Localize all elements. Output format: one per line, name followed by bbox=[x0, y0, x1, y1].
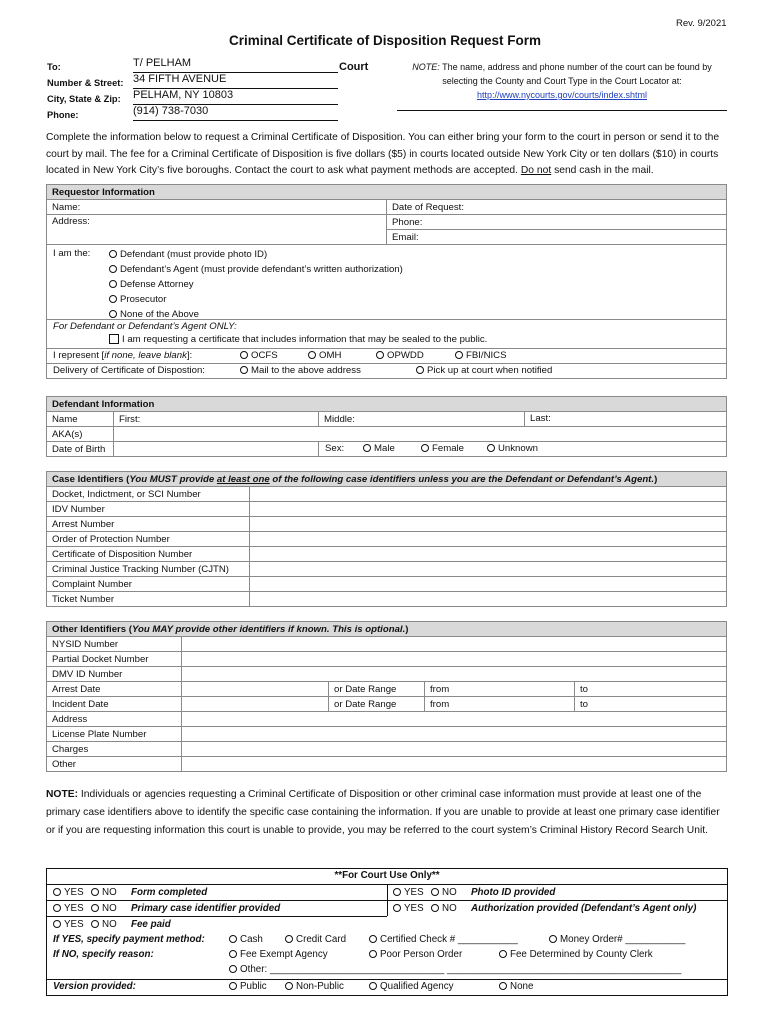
case-id-cjtn: Criminal Justice Tracking Number (CJTN) bbox=[47, 562, 250, 577]
delivery-pickup[interactable]: Pick up at court when notified bbox=[416, 365, 552, 376]
primary-id-no[interactable]: NO bbox=[91, 903, 117, 914]
form-completed-label: Form completed bbox=[131, 887, 208, 898]
radio-icon[interactable] bbox=[229, 935, 237, 943]
case-id-docket: Docket, Indictment, or SCI Number bbox=[47, 487, 250, 502]
other-dmv-field[interactable] bbox=[182, 667, 727, 682]
note-paragraph bbox=[46, 786, 730, 841]
radio-icon[interactable] bbox=[376, 351, 384, 359]
requestor-table bbox=[46, 184, 727, 379]
radio-icon[interactable] bbox=[285, 935, 293, 943]
agent-only-label: For Defendant or Defendant’s Agent ONLY: bbox=[53, 321, 237, 332]
court-locator-note bbox=[397, 60, 727, 111]
intro-donot: Do not bbox=[520, 165, 552, 176]
other-nysid-field[interactable] bbox=[182, 637, 727, 652]
case-id-certificate-field[interactable] bbox=[250, 547, 727, 562]
pay-method-label: If YES, specify payment method: bbox=[53, 934, 205, 945]
arrest-from-field[interactable]: from bbox=[425, 682, 575, 697]
radio-icon[interactable] bbox=[393, 904, 401, 912]
sex-male[interactable]: Male bbox=[363, 443, 395, 454]
case-id-arrest: Arrest Number bbox=[47, 517, 250, 532]
version-public[interactable]: Public bbox=[229, 981, 267, 992]
radio-icon[interactable] bbox=[91, 888, 99, 896]
fee-paid-no[interactable]: NO bbox=[91, 919, 117, 930]
radio-icon[interactable] bbox=[91, 920, 99, 928]
fee-paid-yes[interactable]: YES bbox=[53, 919, 84, 930]
incident-from-field[interactable]: from bbox=[425, 697, 575, 712]
iam-option-prosecutor[interactable]: Prosecutor bbox=[109, 292, 403, 307]
case-id-arrest-field[interactable] bbox=[250, 517, 727, 532]
arrest-range-label: or Date Range bbox=[329, 682, 425, 697]
other-ids-header: Other Identifiers (You MAY provide other identifiers if known. This is optional.) bbox=[47, 622, 727, 637]
def-sex-cell bbox=[319, 442, 727, 457]
iam-option-agent[interactable]: Defendant’s Agent (must provide defendant’s written authorization) bbox=[109, 262, 403, 277]
radio-icon[interactable] bbox=[53, 920, 61, 928]
court-label: Court bbox=[339, 61, 369, 73]
radio-icon[interactable] bbox=[229, 965, 237, 973]
reason-poor-person[interactable]: Poor Person Order bbox=[369, 949, 462, 960]
court-locator-link[interactable]: http://www.nycourts.gov/courts/index.shtml bbox=[476, 90, 648, 100]
iam-option-defense-attorney[interactable]: Defense Attorney bbox=[109, 277, 403, 292]
defendant-table bbox=[46, 396, 727, 457]
radio-icon[interactable] bbox=[369, 950, 377, 958]
court-use-box bbox=[46, 868, 728, 996]
requestor-header: Requestor Information bbox=[47, 185, 727, 200]
radio-icon[interactable] bbox=[109, 295, 117, 303]
represent-fbi[interactable]: FBI/NICS bbox=[455, 350, 507, 361]
primary-id-label: Primary case identifier provided bbox=[131, 903, 281, 914]
radio-icon[interactable] bbox=[240, 351, 248, 359]
other-identifiers-table bbox=[46, 621, 727, 772]
street-field[interactable]: 34 FIFTH AVENUE bbox=[133, 73, 338, 89]
radio-icon[interactable] bbox=[91, 904, 99, 912]
form-completed-no[interactable]: NO bbox=[91, 887, 117, 898]
radio-icon[interactable] bbox=[363, 444, 371, 452]
intro-paragraph bbox=[46, 130, 736, 180]
represent-opwdd[interactable]: OPWDD bbox=[376, 350, 424, 361]
def-last-field[interactable] bbox=[525, 412, 727, 427]
checkbox-icon[interactable] bbox=[109, 334, 119, 344]
label-city: City, State & Zip: bbox=[47, 94, 121, 104]
phone-field[interactable]: (914) 738-7030 bbox=[133, 105, 338, 121]
delivery-label: Delivery of Certificate of Dispostion: bbox=[53, 365, 205, 376]
represent-label: I represent [if none, leave blank]: bbox=[53, 350, 193, 361]
radio-icon[interactable] bbox=[416, 366, 424, 374]
form-title: Criminal Certificate of Disposition Request Form bbox=[228, 33, 542, 48]
radio-icon[interactable] bbox=[455, 351, 463, 359]
radio-icon[interactable] bbox=[285, 982, 293, 990]
def-first-field[interactable]: First: bbox=[114, 412, 319, 427]
version-non-public[interactable]: Non-Public bbox=[285, 981, 344, 992]
case-id-certificate: Certificate of Disposition Number bbox=[47, 547, 250, 562]
radio-icon[interactable] bbox=[229, 982, 237, 990]
arrest-date-field[interactable] bbox=[182, 682, 329, 697]
iam-option-none[interactable]: None of the Above bbox=[109, 307, 403, 320]
radio-icon[interactable] bbox=[109, 280, 117, 288]
represent-cell bbox=[47, 349, 727, 364]
radio-icon[interactable] bbox=[109, 265, 117, 273]
case-id-docket-field[interactable] bbox=[250, 487, 727, 502]
primary-id-yes[interactable]: YES bbox=[53, 903, 84, 914]
radio-icon[interactable] bbox=[499, 950, 507, 958]
case-id-complaint: Complaint Number bbox=[47, 577, 250, 592]
case-ids-header: Case Identifiers (You MUST provide at least one of the following case identifiers unless you are the Defendant or Defendant’s Agent.) bbox=[47, 472, 727, 487]
def-aka-field[interactable] bbox=[114, 427, 727, 442]
form-completed-yes[interactable]: YES bbox=[53, 887, 84, 898]
court-name-field[interactable]: T/ PELHAM bbox=[133, 57, 338, 73]
requestor-name-field[interactable]: Name: bbox=[47, 200, 387, 215]
radio-icon[interactable] bbox=[431, 888, 439, 896]
case-id-cjtn-field[interactable] bbox=[250, 562, 727, 577]
case-id-ticket: Ticket Number bbox=[47, 592, 250, 607]
other-address-field[interactable] bbox=[182, 712, 727, 727]
other-nysid: NYSID Number bbox=[47, 637, 182, 652]
requestor-email-field[interactable]: Email: bbox=[387, 230, 727, 245]
other-partial-docket-field[interactable] bbox=[182, 652, 727, 667]
requestor-phone-field[interactable]: Phone: bbox=[387, 215, 727, 230]
incident-to-field[interactable]: to bbox=[575, 697, 727, 712]
label-phone: Phone: bbox=[47, 110, 79, 120]
intro-text: Complete the information below to request a Criminal Certificate of Disposition. You can either bring your form to the court in person or send it to the court by mail. The fee for a Criminal Certificate of Disposition is five dollars ($5) in courts located outside New York City or ten dollars ($10) in courts located in New York City’s five boroughs. Contact the court to ask what payment methods are accepted. bbox=[46, 132, 720, 176]
agent-only-cell bbox=[47, 320, 727, 349]
case-id-complaint-field[interactable] bbox=[250, 577, 727, 592]
version-none[interactable]: None bbox=[499, 981, 533, 992]
sealed-checkbox-row[interactable]: I am requesting a certificate that includes information that may be sealed to the public. bbox=[109, 334, 487, 345]
radio-icon[interactable] bbox=[240, 366, 248, 374]
iam-label: I am the: bbox=[53, 248, 91, 259]
delivery-mail[interactable]: Mail to the above address bbox=[240, 365, 361, 376]
case-id-ticket-field[interactable] bbox=[250, 592, 727, 607]
photo-id-label: Photo ID provided bbox=[471, 887, 556, 898]
authorization-no[interactable]: NO bbox=[431, 903, 457, 914]
label-to: To: bbox=[47, 62, 61, 72]
other-other: Other bbox=[47, 757, 182, 772]
radio-icon[interactable] bbox=[53, 888, 61, 896]
radio-icon[interactable] bbox=[369, 982, 377, 990]
authorization-label: Authorization provided (Defendant’s Agent only) bbox=[471, 903, 697, 914]
court-use-header: **For Court Use Only** bbox=[334, 870, 440, 881]
radio-icon[interactable] bbox=[229, 950, 237, 958]
other-arrest-date: Arrest Date bbox=[47, 682, 182, 697]
other-dmv: DMV ID Number bbox=[47, 667, 182, 682]
other-charges: Charges bbox=[47, 742, 182, 757]
other-other-field[interactable] bbox=[182, 757, 727, 772]
represent-ocfs[interactable]: OCFS bbox=[240, 350, 278, 361]
def-dob-label: Date of Birth bbox=[47, 442, 114, 457]
reason-label: If NO, specify reason: bbox=[53, 949, 154, 960]
reason-fee-exempt[interactable]: Fee Exempt Agency bbox=[229, 949, 328, 960]
label-street: Number & Street: bbox=[47, 78, 124, 88]
delivery-cell bbox=[47, 364, 727, 379]
reason-other[interactable]: Other: ________________________________ ___________________________________________ bbox=[229, 964, 681, 975]
radio-icon[interactable] bbox=[53, 904, 61, 912]
date-of-request-field[interactable]: Date of Request: bbox=[387, 200, 727, 215]
other-incident-date: Incident Date bbox=[47, 697, 182, 712]
pay-certified-check[interactable]: Certified Check # ___________ bbox=[369, 934, 518, 945]
def-aka-label: AKA(s) bbox=[47, 427, 114, 442]
requestor-address-field[interactable]: Address: bbox=[47, 215, 387, 245]
other-charges-field[interactable] bbox=[182, 742, 727, 757]
def-name-label: Name bbox=[47, 412, 114, 427]
sex-female[interactable]: Female bbox=[421, 443, 464, 454]
case-identifiers-table bbox=[46, 471, 727, 607]
revision-label: Rev. 9/2021 bbox=[676, 18, 727, 29]
radio-icon[interactable] bbox=[499, 982, 507, 990]
incident-date-field[interactable] bbox=[182, 697, 329, 712]
pay-money-order[interactable]: Money Order# ___________ bbox=[549, 934, 685, 945]
arrest-to-field[interactable]: to bbox=[575, 682, 727, 697]
note-text: The name, address and phone number of the court can be found by selecting the County and Court Type in the Court Locator at: bbox=[442, 62, 712, 86]
other-plate: License Plate Number bbox=[47, 727, 182, 742]
represent-omh[interactable]: OMH bbox=[308, 350, 341, 361]
radio-icon[interactable] bbox=[308, 351, 316, 359]
authorization-yes[interactable]: YES bbox=[393, 903, 424, 914]
version-qualified-agency[interactable]: Qualified Agency bbox=[369, 981, 454, 992]
city-field[interactable]: PELHAM, NY 10803 bbox=[133, 89, 338, 105]
note-prefix: NOTE: bbox=[412, 62, 440, 72]
extra-line bbox=[133, 120, 338, 121]
def-dob-field[interactable] bbox=[114, 442, 319, 457]
iam-cell bbox=[47, 245, 727, 320]
def-last-label: Last: bbox=[530, 413, 551, 424]
radio-icon[interactable] bbox=[487, 444, 495, 452]
reason-county-clerk[interactable]: Fee Determined by County Clerk bbox=[499, 949, 653, 960]
def-sex-label: Sex: bbox=[325, 443, 345, 454]
pay-cash[interactable]: Cash bbox=[229, 934, 263, 945]
case-id-protection-field[interactable] bbox=[250, 532, 727, 547]
radio-icon[interactable] bbox=[109, 250, 117, 258]
photo-id-no[interactable]: NO bbox=[431, 887, 457, 898]
radio-icon[interactable] bbox=[421, 444, 429, 452]
incident-range-label: or Date Range bbox=[329, 697, 425, 712]
version-label: Version provided: bbox=[53, 981, 136, 992]
case-id-protection: Order of Protection Number bbox=[47, 532, 250, 547]
note2-text: Individuals or agencies requesting a Criminal Certificate of Disposition or other criminal case information must provide at least one of the primary case identifiers above to identify the specific case containing the information. If you are unable to provide at least one primary case identifier or if you are requesting information this court is unable to provide, you may be referred to the court system’s Criminal History Record Search Unit. bbox=[46, 789, 720, 837]
note2-label: NOTE: bbox=[46, 789, 79, 800]
defendant-header: Defendant Information bbox=[47, 397, 727, 412]
radio-icon[interactable] bbox=[431, 904, 439, 912]
radio-icon[interactable] bbox=[369, 935, 377, 943]
fee-paid-label: Fee paid bbox=[131, 919, 171, 930]
intro-text-end: send cash in the mail. bbox=[551, 165, 654, 176]
other-plate-field[interactable] bbox=[182, 727, 727, 742]
sex-unknown[interactable]: Unknown bbox=[487, 443, 538, 454]
photo-id-yes[interactable]: YES bbox=[393, 887, 424, 898]
other-address: Address bbox=[47, 712, 182, 727]
iam-option-defendant[interactable]: Defendant (must provide photo ID) bbox=[109, 247, 403, 262]
def-middle-field[interactable]: Middle: bbox=[319, 412, 525, 427]
case-id-idv-field[interactable] bbox=[250, 502, 727, 517]
pay-credit-card[interactable]: Credit Card bbox=[285, 934, 346, 945]
other-partial-docket: Partial Docket Number bbox=[47, 652, 182, 667]
radio-icon[interactable] bbox=[393, 888, 401, 896]
radio-icon[interactable] bbox=[549, 935, 557, 943]
radio-icon[interactable] bbox=[109, 310, 117, 318]
case-id-idv: IDV Number bbox=[47, 502, 250, 517]
